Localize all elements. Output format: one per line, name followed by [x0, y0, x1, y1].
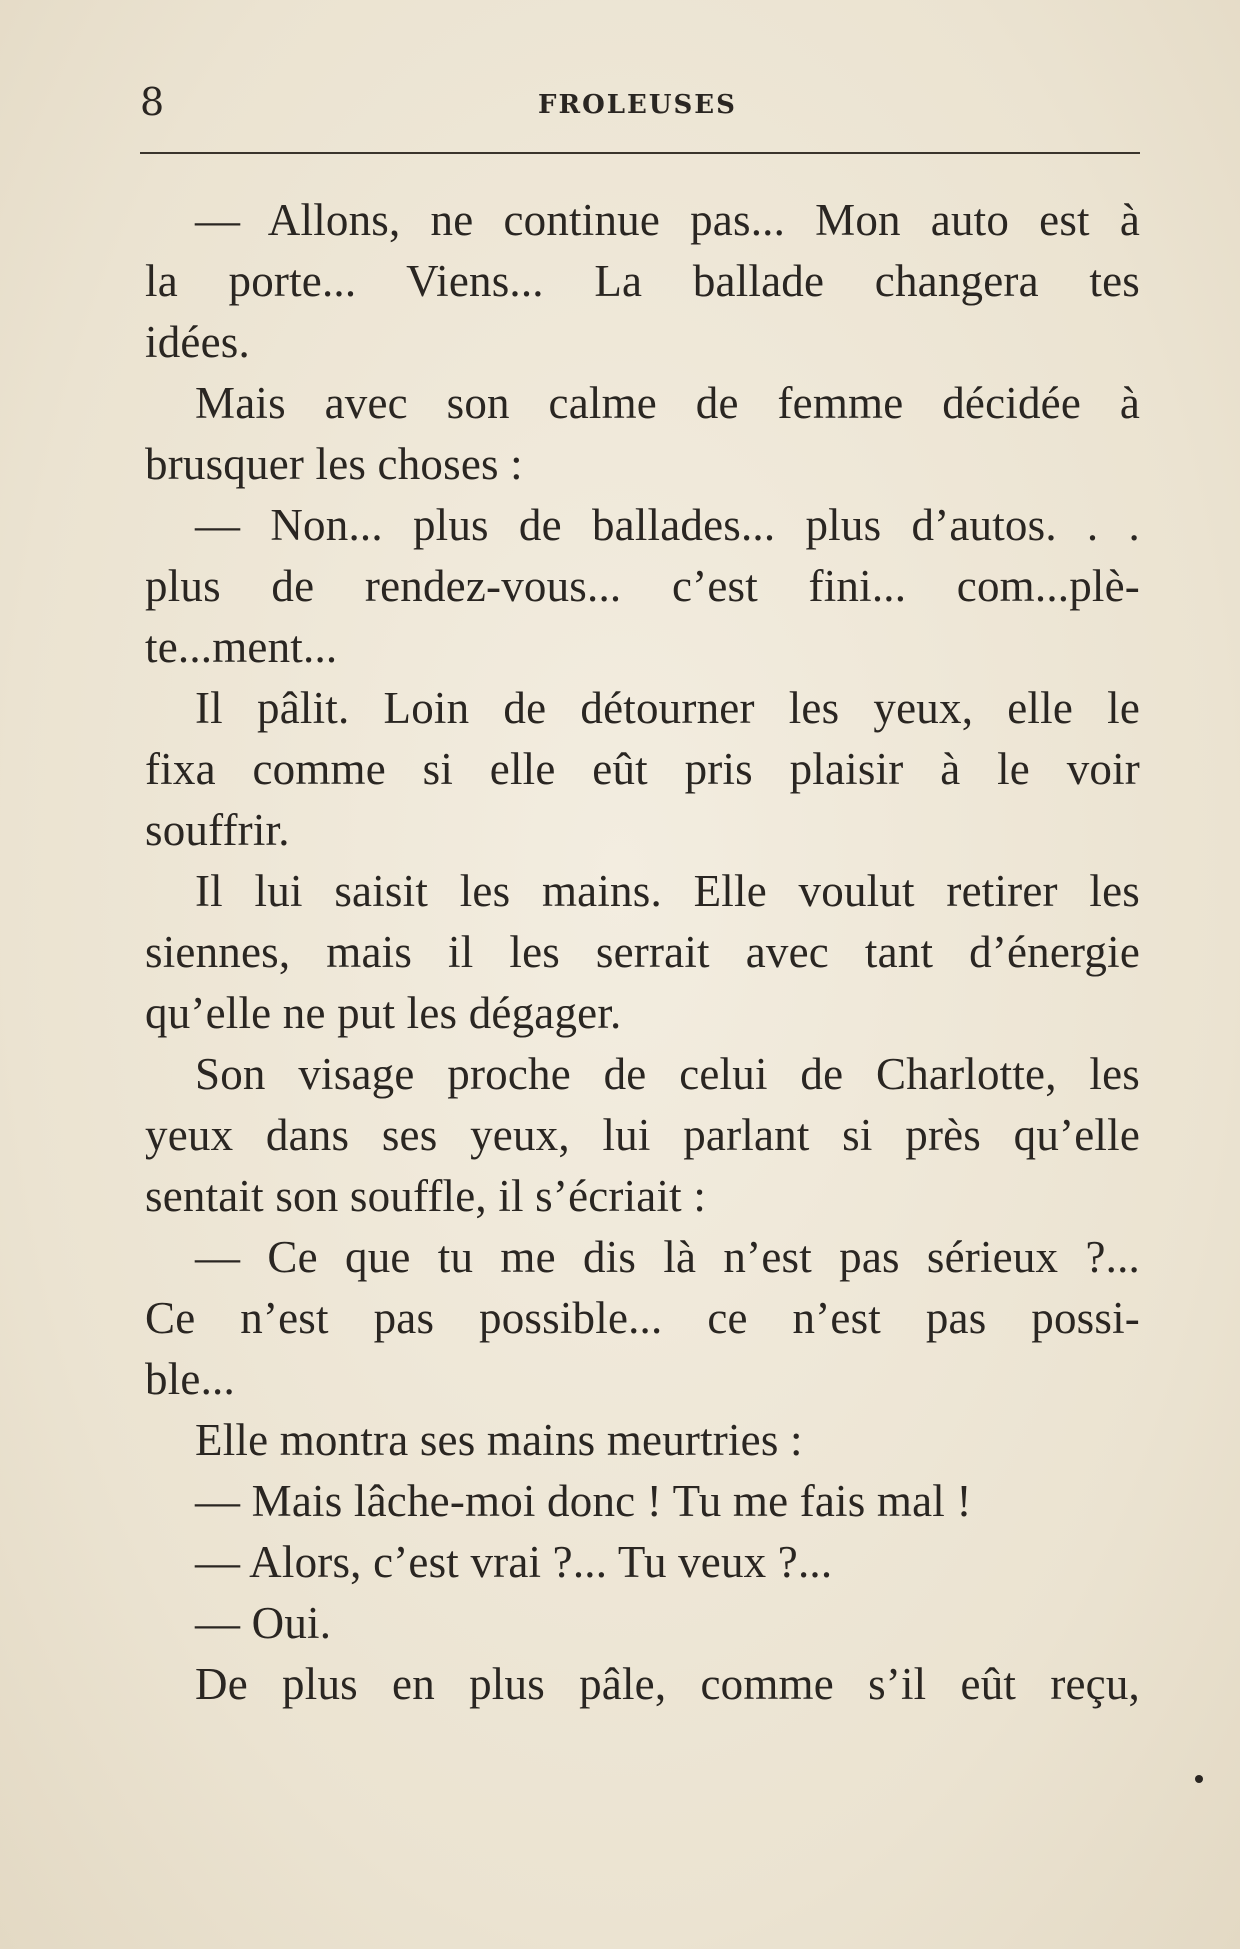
text-line: — Oui. — [195, 1598, 332, 1648]
text-line: sentait son souffle, il s’écriait : — [145, 1171, 707, 1221]
page-number: 8 — [140, 80, 165, 124]
page-header — [140, 82, 1140, 122]
text-line: siennes, mais il les serrait avec tant d’énergie — [145, 927, 1140, 977]
text-line: Ce n’est pas possible... ce n’est pas possi- — [145, 1293, 1140, 1343]
text-line: Mais avec son calme de femme décidée à — [195, 378, 1140, 428]
text-line: Elle montra ses mains meurtries : — [195, 1415, 803, 1465]
text-line: De plus en plus pâle, comme s’il eût reçu, — [195, 1659, 1140, 1709]
header-rule — [140, 152, 1140, 154]
text-line: ble... — [145, 1354, 235, 1404]
text-line: plus de rendez-vous... c’est fini... com...plè- — [145, 561, 1140, 611]
text-line: yeux dans ses yeux, lui parlant si près qu’elle — [145, 1110, 1140, 1160]
text-line: la porte... Viens... La ballade changera tes — [145, 256, 1140, 306]
text-line: brusquer les choses : — [145, 439, 523, 489]
ink-speck — [1195, 1775, 1203, 1783]
body-text — [145, 190, 1140, 1715]
text-line: — Allons, ne continue pas... Mon auto est à — [195, 195, 1140, 245]
text-line: Il pâlit. Loin de détourner les yeux, elle le — [195, 683, 1140, 733]
text-line: — Non... plus de ballades... plus d’autos. . . — [195, 500, 1140, 550]
text-line: — Ce que tu me dis là n’est pas sérieux ?... — [195, 1232, 1140, 1282]
text-line: te...ment... — [145, 622, 338, 672]
text-line: Son visage proche de celui de Charlotte, les — [195, 1049, 1140, 1099]
text-line: fixa comme si elle eût pris plaisir à le voir — [145, 744, 1140, 794]
text-line: souffrir. — [145, 805, 290, 855]
text-line: idées. — [145, 317, 250, 367]
text-line: — Alors, c’est vrai ?... Tu veux ?... — [195, 1537, 833, 1587]
text-line: qu’elle ne put les dégager. — [145, 988, 622, 1038]
text-line: — Mais lâche-moi donc ! Tu me fais mal ! — [195, 1476, 972, 1526]
text-line: Il lui saisit les mains. Elle voulut retirer les — [195, 866, 1140, 916]
running-head: FROLEUSES — [538, 90, 737, 120]
